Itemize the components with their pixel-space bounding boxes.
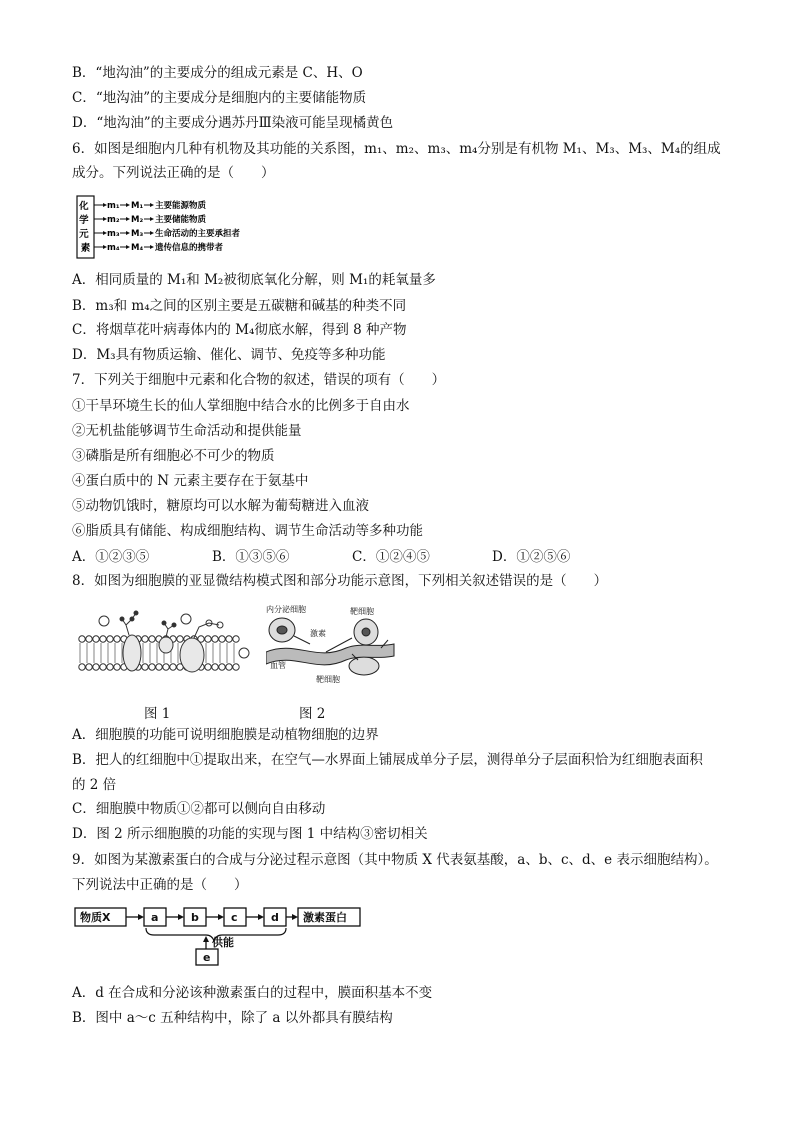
q6-row4-func: 遗传信息的携带者 [155,243,224,253]
q7-stem: 7．下列关于细胞中元素和化合物的叙述，错误的项有（ ） [72,372,446,388]
q6-row2-func: 主要储能物质 [155,215,207,225]
q6-row2-m: m₂ [107,215,120,225]
q6-stem-line1: 6．如图是细胞内几种有机物及其功能的关系图，m₁、m₂、m₃、m₄分别是有机物 M₁、M₃、M₃、M₄的组成 [72,141,721,157]
q7-option-d: D．①②⑤⑥ [492,549,571,565]
q9-stem-line2: 下列说法中正确的是（ ） [72,877,248,893]
structure-d-label: d [271,911,279,924]
q8-figure1-membrane [74,605,254,687]
q7-statement-2: ②无机盐能够调节生命活动和提供能量 [72,423,302,439]
figure1-caption: 图 1 [144,706,171,722]
structure-a-label: a [151,911,159,924]
structure-b-label: b [191,911,199,924]
q7-statement-4: ④蛋白质中的 N 元素主要存在于氨基中 [72,473,309,489]
q5-option-c: C．“地沟油”的主要成分是细胞内的主要储能物质 [72,90,367,106]
q8-figure2-signaling [266,604,396,686]
q6-row1-m: m₁ [107,201,120,211]
q6-row1-M: M₁ [131,201,144,211]
hormone-protein-label: 激素蛋白 [303,911,347,924]
q9-option-b: B．图中 a～c 五种结构中，除了 a 以外都具有膜结构 [72,1010,393,1026]
q8-option-d: D．图 2 所示细胞膜的功能的实现与图 1 中结构③密切相关 [72,826,428,842]
q9-option-a: A．d 在合成和分泌该种激素蛋白的过程中，膜面积基本不变 [72,985,433,1001]
q7-option-b: B．①③⑤⑥ [212,549,290,565]
transmembrane-protein [123,635,141,671]
q7-statement-5: ⑤动物饥饿时，糖原均可以水解为葡萄糖进入血液 [72,498,369,514]
q8-option-a: A．细胞膜的功能可说明细胞膜是动植物细胞的边界 [72,727,379,743]
q6-stem-line2: 成分。下列说法正确的是（ ） [72,165,275,181]
q8-option-b-line1: B．把人的红细胞中①提取出来，在空气—水界面上铺展成单分子层，测得单分子层面积恰为红细胞表面积 [72,752,703,768]
q7-option-a: A．①②③⑤ [72,549,150,565]
figure2-caption: 图 2 [299,706,326,722]
q8-stem: 8．如图为细胞膜的亚显微结构模式图和部分功能示意图，下列相关叙述错误的是（ ） [72,573,608,589]
q7-option-c: C．①②④⑤ [352,549,430,565]
q8-option-b-line2: 的 2 倍 [72,777,117,793]
lipid-bilayer [79,636,239,670]
q6-row2-M: M₂ [131,215,144,225]
q6-option-c: C．将烟草花叶病毒体内的 M₄彻底水解，得到 8 种产物 [72,322,407,338]
substance-x-label: 物质X [80,911,111,924]
hormone-label: 激素 [310,629,326,638]
q6-relationship-diagram [76,195,266,261]
q6-option-d: D．M₃具有物质运输、催化、调节、免疫等多种功能 [72,347,386,363]
q7-statement-3: ③磷脂是所有细胞必不可少的物质 [72,448,275,464]
peripheral-protein [159,637,173,653]
target-cell-label-bottom: 靶细胞 [316,675,340,684]
structure-c-label: c [231,911,238,924]
transmembrane-protein [180,638,204,672]
q6-row3-M: M₃ [131,229,144,239]
q6-option-a: A．相同质量的 M₁和 M₂被彻底氧化分解，则 M₁的耗氧量多 [72,272,436,288]
q6-row3-func: 生命活动的主要承担者 [155,229,241,239]
q9-process-diagram [74,905,364,967]
q6-row1-func: 主要能源物质 [155,201,207,211]
q7-statement-6: ⑥脂质具有储能、构成细胞结构、调节生命活动等多种功能 [72,523,423,539]
q8-option-c: C．细胞膜中物质①②都可以侧向自由移动 [72,801,326,817]
q6-row3-m: m₃ [107,229,120,239]
vessel-label: 血管 [270,661,286,670]
elements-label: 化 学 元 素 [79,201,91,254]
q5-option-b: B．“地沟油”的主要成分的组成元素是 C、H、O [72,65,363,81]
q5-option-d: D．“地沟油”的主要成分遇苏丹Ⅲ染液可能呈现橘黄色 [72,115,394,131]
structure-e-label: e [203,951,211,964]
energy-label: 供能 [212,936,234,949]
q6-row4-m: m₄ [107,243,120,253]
q6-row4-M: M₄ [131,243,144,253]
q7-statement-1: ①干旱环境生长的仙人掌细胞中结合水的比例多于自由水 [72,398,410,414]
target-cell-label-top: 靶细胞 [350,607,374,616]
target-cell-bottom [349,657,379,675]
q6-option-b: B．m₃和 m₄之间的区别主要是五碳糖和碱基的种类不同 [72,298,407,314]
endocrine-cell-label: 内分泌细胞 [266,605,306,614]
glycoprotein-chain [122,613,136,635]
q9-stem-line1: 9．如图为某激素蛋白的合成与分泌过程示意图（其中物质 X 代表氨基酸，a、b、c、d、e 表示细胞结构）。 [72,852,718,868]
